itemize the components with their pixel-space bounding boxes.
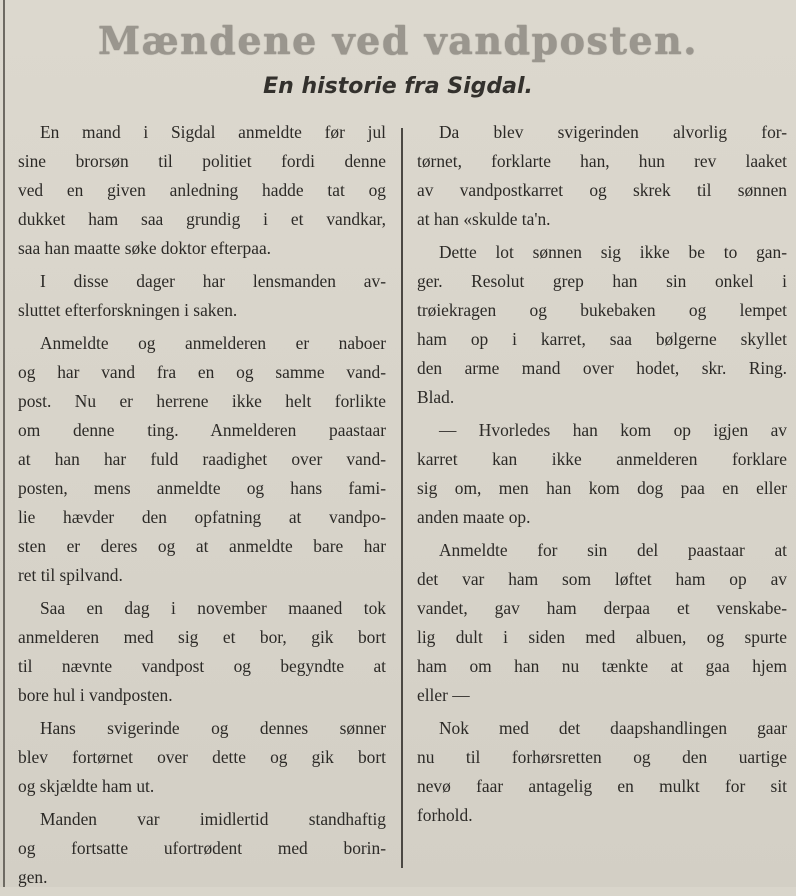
paragraph <box>18 805 386 892</box>
text-line: lie hævder den opfatning at vandpo- <box>18 507 386 527</box>
paragraph <box>18 329 386 590</box>
text-line: Nok med det daapshandlingen gaar <box>439 718 787 738</box>
text-line: om denne ting. Anmelderen paastaar <box>18 420 386 440</box>
text-line: Manden var imidlertid standhaftig <box>40 809 386 829</box>
text-line: post. Nu er herrene ikke helt forlikte <box>18 391 386 411</box>
text-line: dukket ham saa grundig i et vandkar, <box>18 209 386 229</box>
text-line: ger. Resolut grep han sin onkel i <box>417 271 787 291</box>
text-line: sluttet efterforskningen i saken. <box>18 300 238 320</box>
text-line: posten, mens anmeldte og hans fami- <box>18 478 386 498</box>
text-line: bore hul i vandposten. <box>18 685 173 705</box>
text-line: blev fortørnet over dette og gik bort <box>18 747 386 767</box>
paragraph <box>417 416 787 532</box>
text-line: og skjældte ham ut. <box>18 776 155 796</box>
paragraph <box>18 714 386 801</box>
text-line: ham om han nu tænkte at gaa hjem <box>417 656 787 676</box>
text-line: anden maate op. <box>417 507 531 527</box>
text-line: nu til forhørsretten og den uartige <box>417 747 787 767</box>
text-line: den arme mand over hodet, skr. Ring. <box>417 358 787 378</box>
text-line: ret til spilvand. <box>18 565 123 585</box>
text-line: Anmeldte for sin del paastaar at <box>439 540 787 560</box>
text-line: Saa en dag i november maaned tok <box>40 598 386 618</box>
text-line: gen. <box>18 867 48 887</box>
text-line: sine brorsøn til politiet fordi denne <box>18 151 386 171</box>
text-line: til nævnte vandpost og begyndte at <box>18 656 386 676</box>
paragraph <box>18 118 386 263</box>
text-line: det var ham som løftet ham op av <box>417 569 787 589</box>
article-subtitle: En historie fra Sigdal. <box>263 74 533 99</box>
text-line: karret kan ikke anmelderen forklare <box>417 449 787 469</box>
text-line: vandet, gav ham derpaa et venskabe- <box>417 598 787 618</box>
text-line: tørnet, forklarte han, hun rev laaket <box>417 151 787 171</box>
text-line: En mand i Sigdal anmeldte før jul <box>40 122 386 142</box>
text-line: Da blev svigerinden alvorlig for- <box>439 122 787 142</box>
text-line: I disse dager har lensmanden av- <box>40 271 386 291</box>
article-title: Mændene ved vandposten. <box>98 18 698 63</box>
text-line: — Hvorledes han kom op igjen av <box>439 420 787 440</box>
text-line: saa han maatte søke doktor efterpaa. <box>18 238 272 258</box>
text-line: ved en given anledning hadde tat og <box>18 180 386 200</box>
text-line: Blad. <box>417 387 455 407</box>
text-line: Hans svigerinde og dennes sønner <box>40 718 386 738</box>
text-line: ham op i karret, saa bølgerne skyllet <box>417 329 787 349</box>
text-line: av vandpostkarret og skrek til sønnen <box>417 180 787 200</box>
text-line: nevø faar antagelig en mulkt for sit <box>417 776 787 796</box>
text-line: Anmeldte og anmelderen er naboer <box>40 333 386 353</box>
column-divider <box>401 128 403 868</box>
paragraph <box>417 714 787 830</box>
paragraph <box>417 238 787 412</box>
text-line: at han «skulde ta'n. <box>417 209 551 229</box>
paragraph <box>417 118 787 234</box>
page-edge-rule <box>3 0 5 887</box>
text-line: forhold. <box>417 805 473 825</box>
text-line: Dette lot sønnen sig ikke be to gan- <box>439 242 787 262</box>
text-line: sig om, men han kom dog paa en eller <box>417 478 787 498</box>
text-line: og fortsatte ufortrødent med borin- <box>18 838 386 858</box>
paragraph <box>417 536 787 710</box>
left-column <box>18 118 386 896</box>
text-line: lig dult i siden med albuen, og spurte <box>417 627 787 647</box>
text-line: anmelderen med sig et bor, gik bort <box>18 627 386 647</box>
text-line: trøiekragen og bukebaken og lempet <box>417 300 787 320</box>
text-line: at han har fuld raadighet over vand- <box>18 449 386 469</box>
text-line: og har vand fra en og samme vand- <box>18 362 386 382</box>
text-line: sten er deres og at anmeldte bare har <box>18 536 386 556</box>
text-line: eller — <box>417 685 470 705</box>
paragraph <box>18 594 386 710</box>
right-column <box>417 118 787 834</box>
paragraph <box>18 267 386 325</box>
